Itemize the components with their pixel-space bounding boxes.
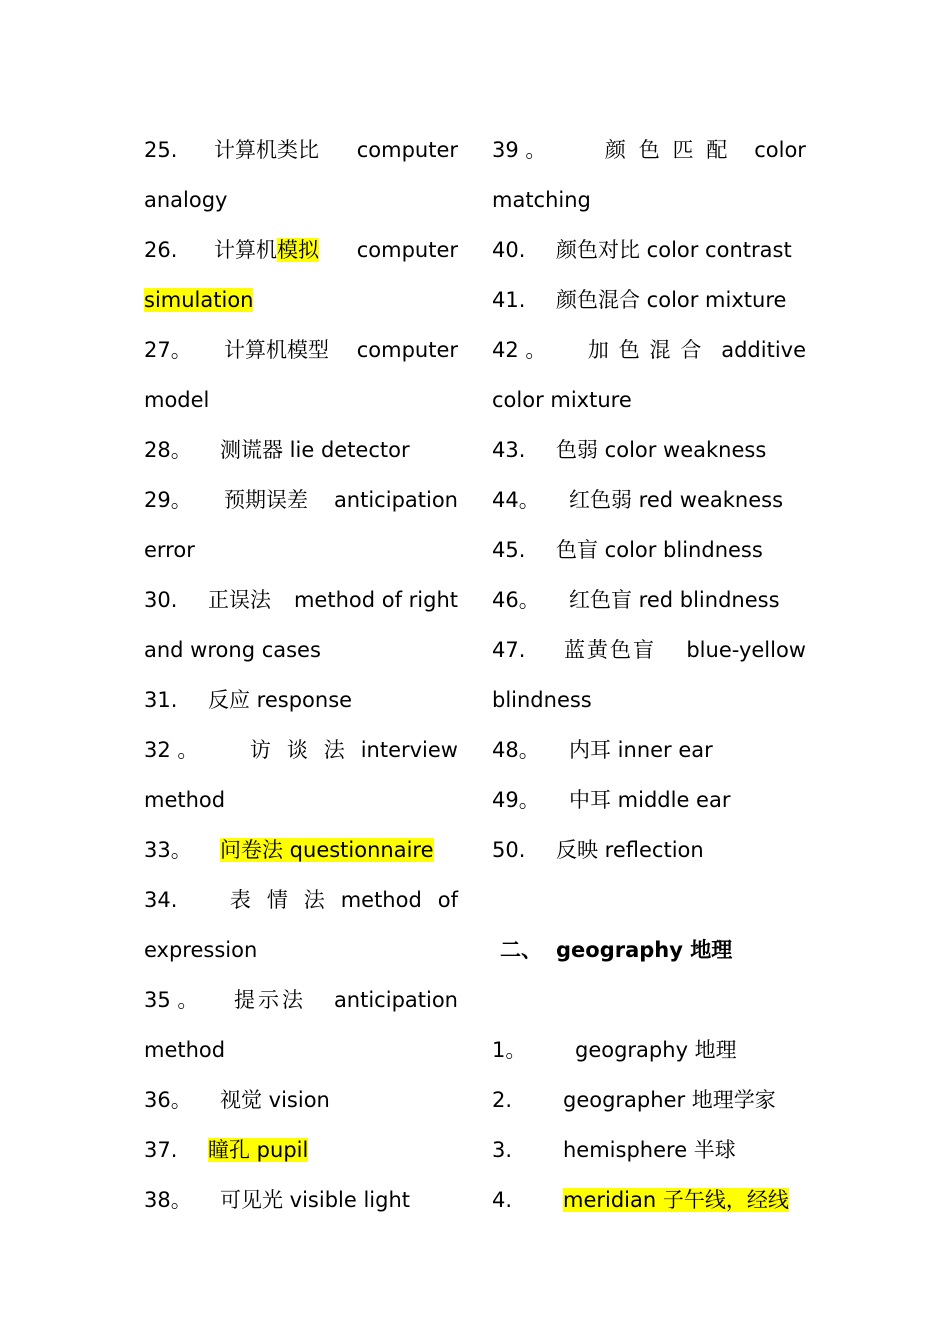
entry-34-cont: expression [144,938,258,962]
entry-25: 25. 计算机类比 computer [144,138,458,162]
entry-42-cont: color mixture [492,388,632,412]
highlighted-term: meridian 子午线，经线 [563,1188,789,1212]
entry-29-cont: error [144,538,195,562]
left-column [144,128,458,1228]
entry-35: 35 。 提示法 anticipation [144,988,458,1012]
entry-44: 44。 红色弱 red weakness [492,488,784,512]
entry-26: 26. 计算机模拟 computer [144,238,458,262]
entry-37: 37. 瞳孔 pupil [144,1138,309,1162]
entry-36: 36。 视觉 vision [144,1088,330,1112]
right-column [492,128,806,1228]
entry-50: 50. 反映 reflection [492,838,704,862]
entry-45: 45. 色盲 color blindness [492,538,763,562]
entry-42: 42 。 加 色 混 合 additive [492,338,806,362]
entry-46: 46。 红色盲 red blindness [492,588,780,612]
highlighted-term: 模拟 [277,238,319,262]
highlighted-term: simulation [144,288,254,312]
entry-39: 39 。 颜 色 匹 配 color [492,138,806,162]
section-heading: 二、 geography 地理 [500,938,733,962]
entry-38: 38。 可见光 visible light [144,1188,411,1212]
entry-27: 27。 计算机模型 computer [144,338,458,362]
geo-entry-1: 1。 geography 地理 [492,1038,737,1062]
entry-28: 28。 测谎器 lie detector [144,438,410,462]
entry-49: 49。 中耳 middle ear [492,788,731,812]
geo-entry-4: 4. meridian 子午线，经线 [492,1188,789,1212]
spacer [492,878,806,928]
entry-48: 48。 内耳 inner ear [492,738,713,762]
entry-30-cont: and wrong cases [144,638,321,662]
entry-27-cont: model [144,388,210,412]
geo-entry-3: 3. hemisphere 半球 [492,1138,736,1162]
entry-32-cont: method [144,788,226,812]
entry-32: 32 。 访 谈 法 interview [144,738,458,762]
entry-29: 29。 预期误差 anticipation [144,488,458,512]
entry-47: 47. 蓝黄色盲 blue-yellow [492,638,806,662]
highlighted-term: 问卷法 questionnaire [220,838,434,862]
entry-25-cont: analogy [144,188,228,212]
entry-31: 31. 反应 response [144,688,353,712]
spacer [492,978,806,1028]
entry-43: 43. 色弱 color weakness [492,438,767,462]
entry-30: 30. 正误法 method of right [144,588,458,612]
entry-34: 34. 表 情 法 method of [144,888,458,912]
entry-47-cont: blindness [492,688,592,712]
entry-41: 41. 颜色混合 color mixture [492,288,787,312]
entry-40: 40. 颜色对比 color contrast [492,238,792,262]
entry-39-cont: matching [492,188,591,212]
entry-35-cont: method [144,1038,226,1062]
entry-33: 33。 问卷法 questionnaire [144,838,434,862]
highlighted-term: 瞳孔 pupil [208,1138,309,1162]
geo-entry-2: 2. geographer 地理学家 [492,1088,776,1112]
entry-26-cont [144,278,458,328]
